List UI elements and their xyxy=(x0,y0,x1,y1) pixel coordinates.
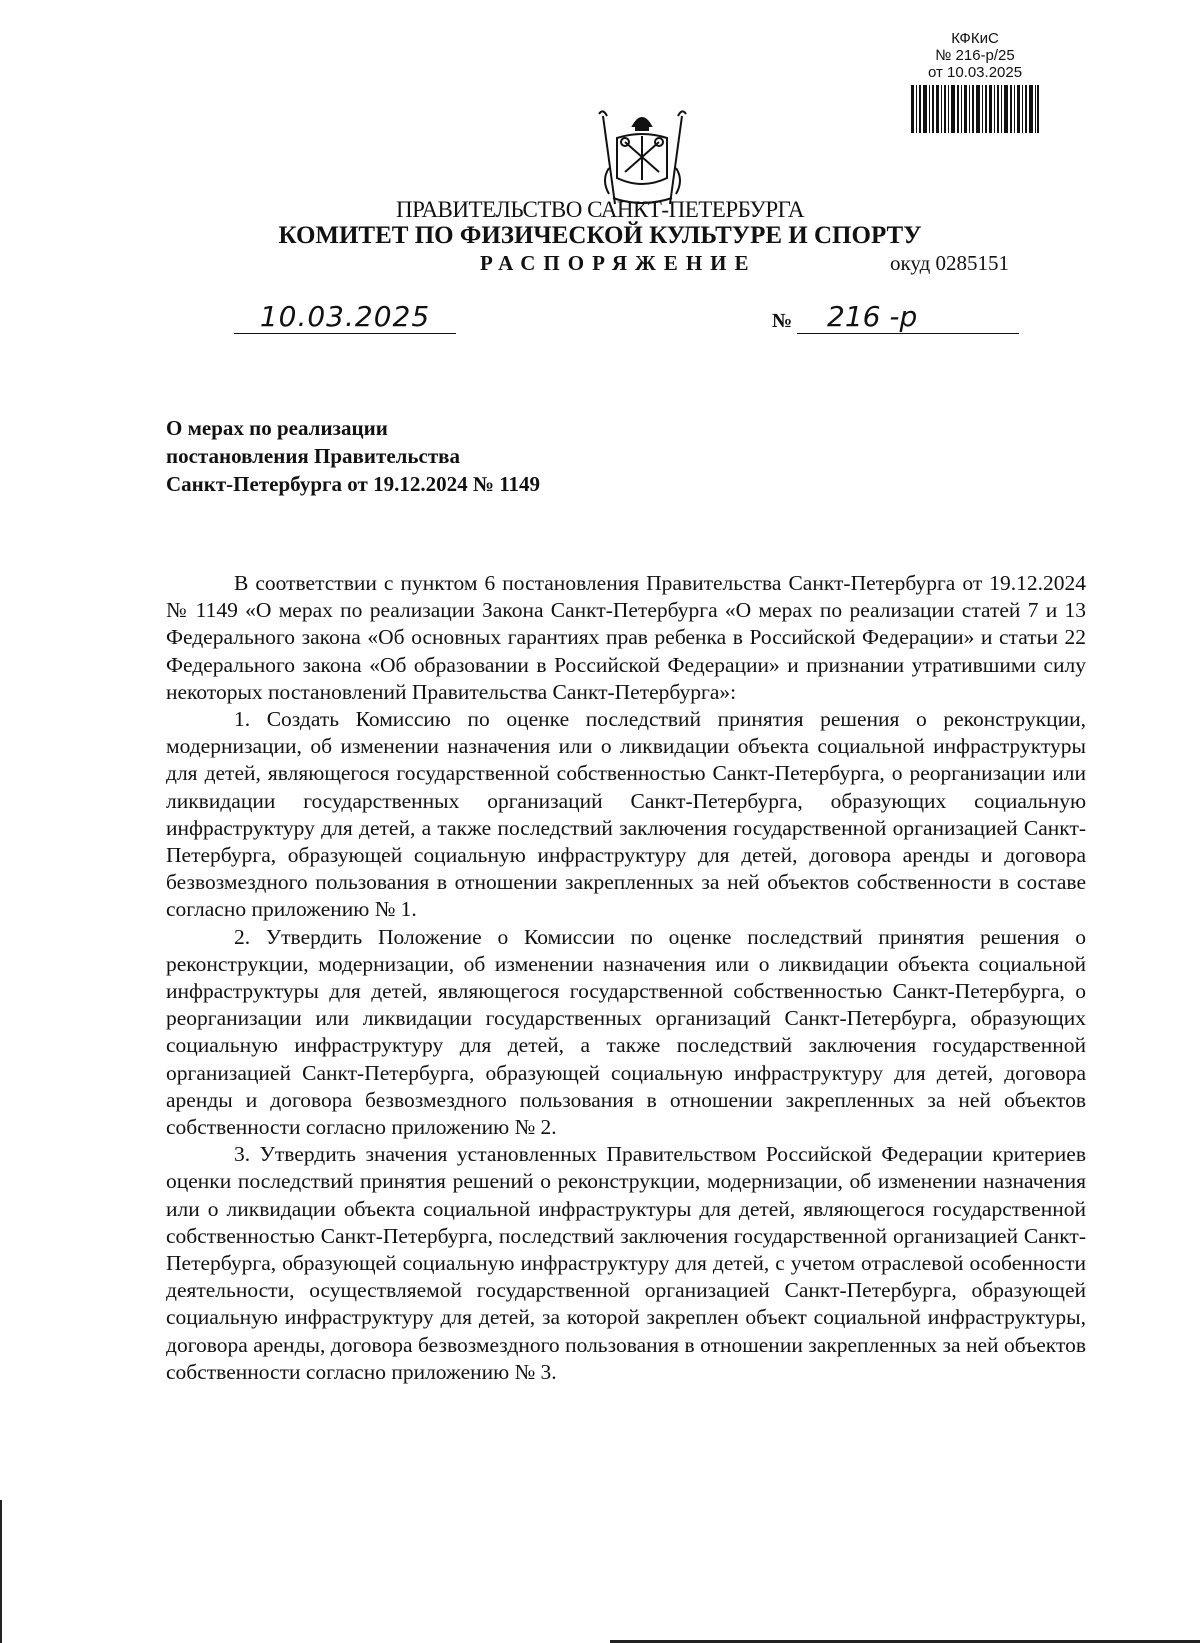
registration-stamp xyxy=(900,30,1050,137)
stamp-org: КФКиС xyxy=(951,30,999,47)
barcode-icon xyxy=(911,85,1039,133)
subject-line: постановления Правительства xyxy=(166,444,460,468)
stamp-reg-number: № 216-р/25 xyxy=(935,47,1015,64)
order-item-3: 3. Утвердить значения установленных Правительством Российской Федерации критериев оценки последствий принятия решений о реконструкции, модернизации, об изменении назначения или о ликвидации объекта социальной инфраструктуры для детей, являющегося государственной собственностью Санкт-Петербурга, последствий заключения государственной организацией Санкт-Петербурга, образующей социальную инфраструктуру для детей, с учетом отраслевой особенности деятельности, осуществляемой государственной организацией Санкт-Петербурга, образующей социальную инфраструктуру для детей, за которой закреплен объект социальной инфраструктуры, договора аренды, договора безвозмездного пользования в отношении закрепленных за ней объектов собственности согласно приложению № 3. xyxy=(166,1142,1086,1384)
subject-line: Санкт-Петербурга от 19.12.2024 № 1149 xyxy=(166,472,541,496)
government-title: ПРАВИТЕЛЬСТВО САНКТ-ПЕТЕРБУРГА xyxy=(395,197,805,222)
number-label: № xyxy=(772,310,793,332)
spb-coat-of-arms-icon xyxy=(595,108,690,208)
document-type: РАСПОРЯЖЕНИЕ xyxy=(480,251,757,275)
subject-line: О мерах по реализации xyxy=(166,416,388,440)
committee-title: КОМИТЕТ ПО ФИЗИЧЕСКОЙ КУЛЬТУРЕ И СПОРТУ xyxy=(278,222,922,249)
document-number: 216 -р xyxy=(797,300,1019,334)
document-subject xyxy=(166,414,540,498)
okud-code: окуд 0285151 xyxy=(890,251,1010,275)
stamp-reg-date: от 10.03.2025 xyxy=(927,64,1023,81)
preamble-paragraph: В соответствии с пунктом 6 постановления Правительства Санкт-Петербурга от 19.12.2024 № 1149 «О мерах по реализации Закона Санкт-Петербурга «О мерах по реализации статей 7 и 13 Федерального закона «Об основных гарантиях прав ребенка в Российской Федерации» и статьи 22 Федерального закона «Об образовании в Российской Федерации» и признании утратившими силу некоторых постановлений Правительства Санкт-Петербурга»: xyxy=(166,571,1086,704)
document-date: 10.03.2025 xyxy=(234,300,456,334)
scan-edge-artifact xyxy=(0,1500,2,1643)
order-item-1: 1. Создать Комиссию по оценке последствий принятия решения о реконструкции, модернизации, об изменении назначения или о ликвидации объекта социальной инфраструктуры для детей, являющегося государственной собственностью Санкт-Петербурга, о реорганизации или ликвидации государственных организаций Санкт-Петербурга, образующих социальную инфраструктуру для детей, а также последствий заключения государственной организацией Санкт-Петербурга, образующей социальную инфраструктуру для детей, договора аренды и договора безвозмездного пользования в отношении закрепленных за ней объектов собственности в составе согласно приложению № 1. xyxy=(166,707,1086,922)
document-body xyxy=(166,570,1086,1386)
order-item-2: 2. Утвердить Положение о Комиссии по оценке последствий принятия решения о реконструкции, модернизации, об изменении назначения или о ликвидации объекта социальной инфраструктуры для детей, являющегося государственной собственностью Санкт-Петербурга, о реорганизации или ликвидации государственных организаций Санкт-Петербурга, образующих социальную инфраструктуру для детей, а также последствий заключения государственной организацией Санкт-Петербурга, образующей социальную инфраструктуру для детей, договора аренды и договора безвозмездного пользования в отношении закрепленных за ней объектов собственности согласно приложению № 2. xyxy=(166,924,1086,1140)
